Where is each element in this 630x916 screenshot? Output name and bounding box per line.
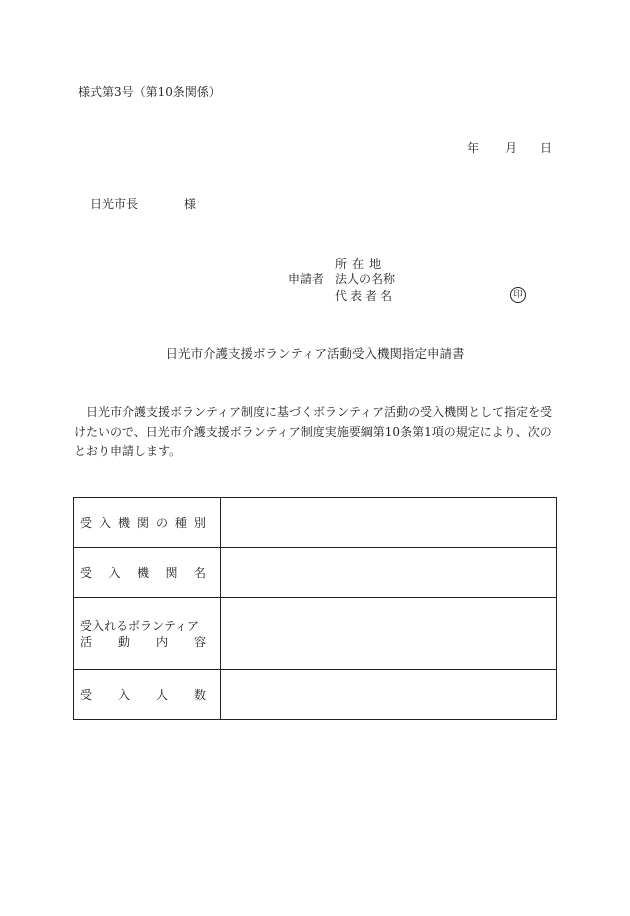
table-row — [74, 670, 557, 720]
row-value-activity-content[interactable] — [221, 598, 557, 670]
applicant-corp-name-label: 法人の名称 — [335, 272, 396, 286]
row-label-accept-count — [74, 670, 221, 720]
date-year-label: 年 — [467, 141, 480, 155]
request-table — [73, 497, 557, 720]
form-number: 様式第3号（第10条関係） — [78, 85, 221, 99]
document-title: 日光市介護支援ボランティア活動受入機関指定申請書 — [165, 346, 465, 361]
row-value-organization-type[interactable] — [221, 498, 557, 548]
table-row — [74, 498, 557, 548]
label-text-line2: 活 動 内 容 — [80, 634, 206, 649]
addressee-name: 日光市長 — [90, 197, 139, 211]
applicant-representative-label: 代表者名 — [335, 289, 396, 303]
row-label-organization-name — [74, 548, 221, 598]
table-row — [74, 548, 557, 598]
date-month-label: 月 — [505, 141, 518, 155]
row-label-activity-content — [74, 598, 221, 670]
table-row — [74, 598, 557, 670]
applicant-address-label: 所在地 — [335, 257, 387, 271]
row-value-accept-count[interactable] — [221, 670, 557, 720]
row-label-organization-type — [74, 498, 221, 548]
label-text: 受 入 機 関 の 種 別 — [80, 515, 206, 530]
date-day-label: 日 — [540, 141, 553, 155]
seal-mark: 印 — [510, 287, 526, 303]
addressee-honorific: 様 — [184, 197, 197, 211]
row-value-organization-name[interactable] — [221, 548, 557, 598]
label-text: 受 入 機 関 名 — [80, 565, 206, 580]
label-text: 受 入 人 数 — [80, 687, 206, 702]
body-text: 日光市介護支援ボランティア制度に基づくボランティア活動の受入機関として指定を受けたいので、日光市介護支援ボランティア制度実施要綱第10条第1項の規定により、次のとおり申請します。 — [74, 405, 553, 458]
label-text-line1: 受入れるボランティア — [80, 618, 200, 633]
applicant-label: 申請者 — [288, 272, 325, 286]
